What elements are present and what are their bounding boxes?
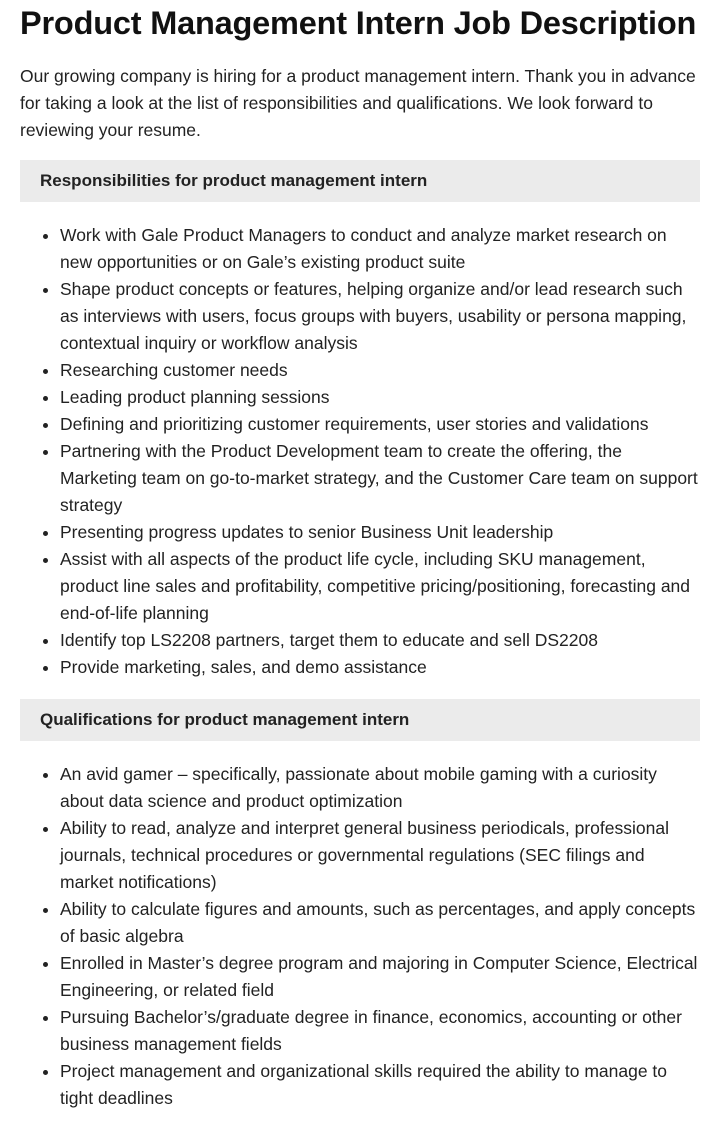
list-item: • Provide marketing, sales, and demo assistance <box>60 654 700 681</box>
qualifications-list <box>20 761 700 1112</box>
list-item: • Pursuing Bachelor’s/graduate degree in finance, economics, accounting or other business management fields <box>60 1004 700 1058</box>
list-item: • Presenting progress updates to senior Business Unit leadership <box>60 519 700 546</box>
responsibilities-heading: Responsibilities for product management intern <box>20 160 700 202</box>
list-item: • Assist with all aspects of the product life cycle, including SKU management, product line sales and profitability, competitive pricing/positioning, forecasting and end-of-life planning <box>60 546 700 627</box>
list-item: • Enrolled in Master’s degree program and majoring in Computer Science, Electrical Engineering, or related field <box>60 950 700 1004</box>
list-item: • Leading product planning sessions <box>60 384 700 411</box>
list-item: • Identify top LS2208 partners, target them to educate and sell DS2208 <box>60 627 700 654</box>
list-item: • Ability to calculate figures and amounts, such as percentages, and apply concepts of basic algebra <box>60 896 700 950</box>
list-item: • Project management and organizational skills required the ability to manage to tight deadlines <box>60 1058 700 1112</box>
list-item: • Defining and prioritizing customer requirements, user stories and validations <box>60 411 700 438</box>
list-item: • Shape product concepts or features, helping organize and/or lead research such as interviews with users, focus groups with buyers, usability or persona mapping, contextual inquiry or workflow analysis <box>60 276 700 357</box>
responsibilities-list <box>20 222 700 681</box>
list-item: • An avid gamer – specifically, passionate about mobile gaming with a curiosity about data science and product optimization <box>60 761 700 815</box>
list-item: • Researching customer needs <box>60 357 700 384</box>
list-item: • Ability to read, analyze and interpret general business periodicals, professional journals, technical procedures or governmental regulations (SEC filings and market notifications) <box>60 815 700 896</box>
list-item: • Partnering with the Product Development team to create the offering, the Marketing team on go-to-market strategy, and the Customer Care team on support strategy <box>60 438 700 519</box>
qualifications-heading: Qualifications for product management intern <box>20 699 700 741</box>
page-title: Product Management Intern Job Description <box>20 5 697 41</box>
list-item: • Work with Gale Product Managers to conduct and analyze market research on new opportunities or on Gale’s existing product suite <box>60 222 700 276</box>
intro-paragraph: Our growing company is hiring for a product management intern. Thank you in advance for taking a look at the list of responsibilities and qualifications. We look forward to reviewing your resume. <box>20 66 696 140</box>
